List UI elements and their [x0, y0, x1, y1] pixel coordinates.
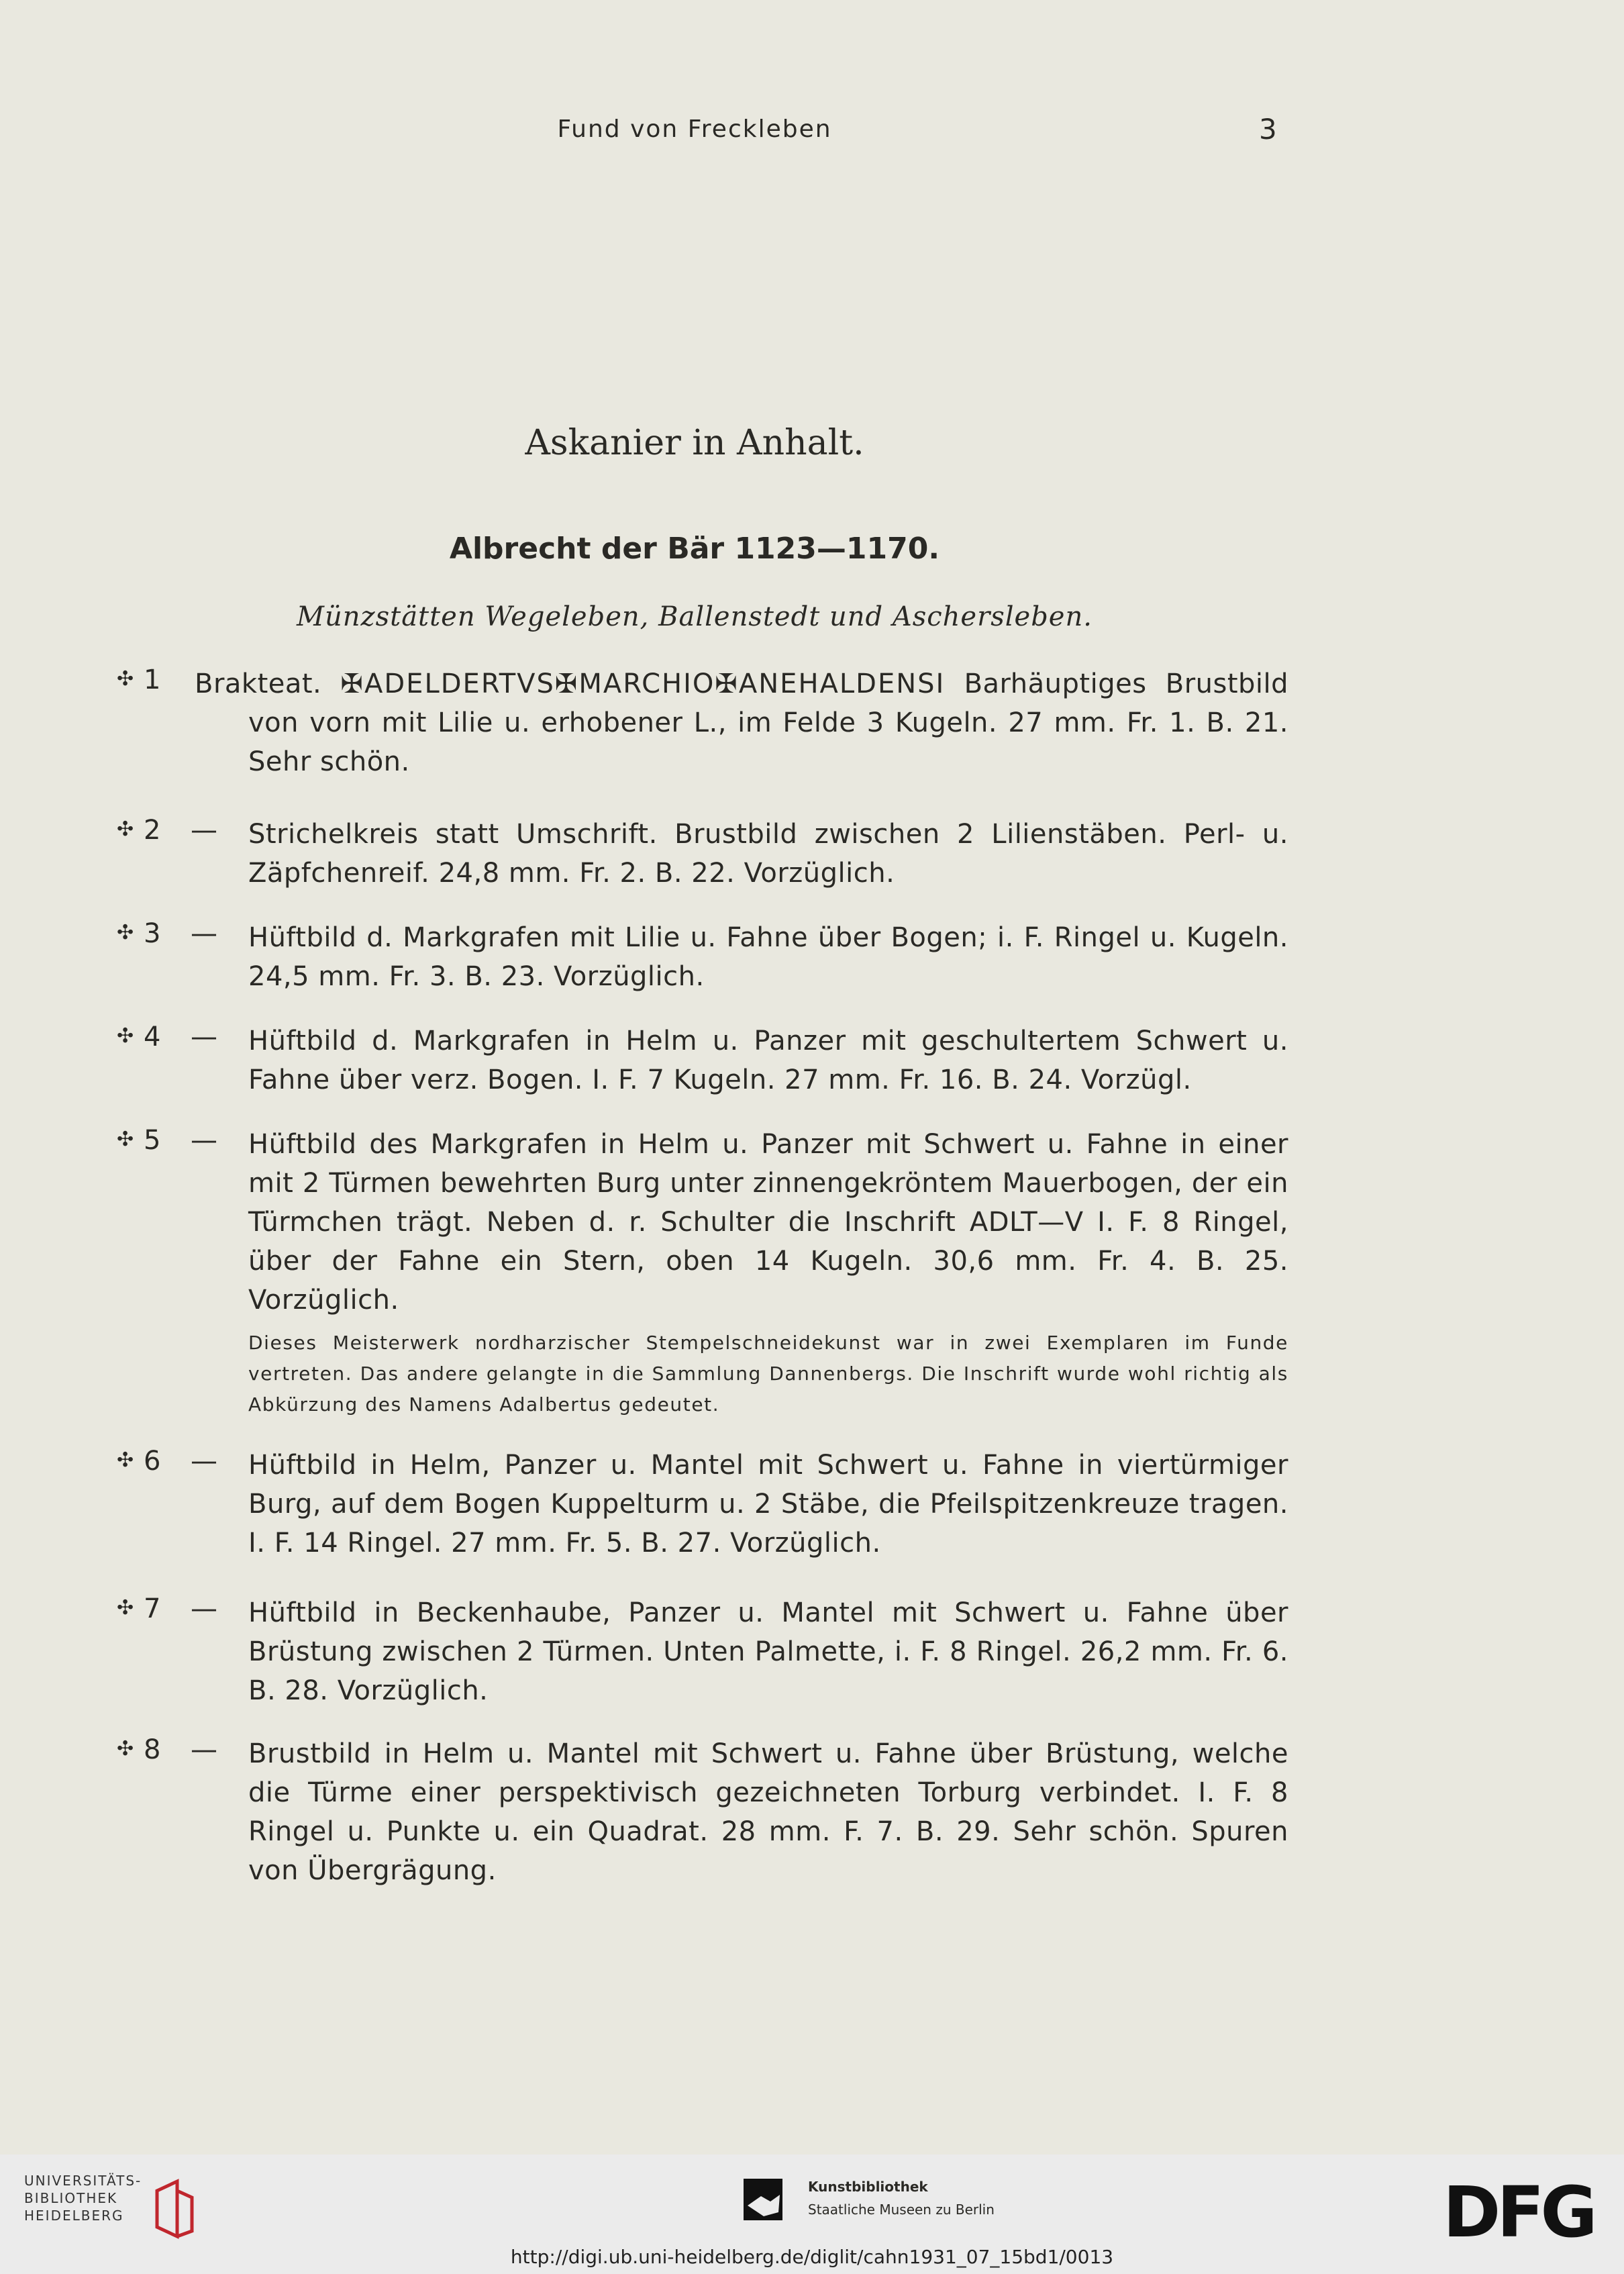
page-number: 3 — [1259, 113, 1277, 146]
entry-text: Strichelkreis statt Umschrift. Brustbild zwischen 2 Lilienstäben. Perl- u. Zäpfchenreif. 24,8 mm. Fr. 2. B. 22. Vorzüglich. — [248, 819, 1288, 889]
entry-number: 3 — [144, 918, 161, 949]
permalink-url[interactable]: http://digi.ub.uni-heidelberg.de/diglit/cahn1931_07_15bd1/0013 — [510, 2246, 1114, 2268]
entry-dash: — — [191, 918, 217, 949]
entry-text: Brustbild in Helm u. Mantel mit Schwert u. Fahne über Brüstung, welche die Türme einer perspektivisch gezeichneten Torburg verbindet. I. F. 8 Ringel u. Punkte u. ein Quadrat. 28 mm. F. 7. B. 29. Sehr schön. Spuren von Übergrägung. — [248, 1738, 1288, 1886]
entry-number: 5 — [144, 1125, 161, 1156]
entry-number: 2 — [144, 815, 161, 846]
catalog-entry-4 — [107, 1022, 1288, 1099]
entry-dash: — — [191, 1125, 217, 1156]
star-marker-icon: ✣ — [117, 667, 134, 691]
ruler-title: Albrecht der Bär 1123—1170. — [449, 532, 940, 566]
entry-text: Hüftbild des Markgrafen in Helm u. Panzer mit Schwert u. Fahne in einer mit 2 Türmen bewehrten Burg unter zinnengekröntem Mauerbogen, der ein Türmchen trägt. Neben d. r. Schulter die Inschrift ADLT—V I. F. 8 Ringel, über der Fahne ein Stern, oben 14 Kugeln. 30,6 mm. Fr. 4. B. 25. Vorzüglich. — [248, 1129, 1288, 1316]
catalog-entry-5 — [107, 1125, 1288, 1420]
library-name-line: BIBLIOTHEK — [24, 2190, 118, 2206]
kunstbibliothek-name: Kunstbibliothek — [808, 2179, 928, 2195]
star-marker-icon: ✣ — [117, 818, 134, 841]
entry-text: Hüftbild d. Markgrafen in Helm u. Panzer mit geschultertem Schwert u. Fahne über verz. Bogen. I. F. 7 Kugeln. 27 mm. Fr. 16. B. 24. Vorzügl. — [248, 1026, 1288, 1095]
library-name-line: HEIDELBERG — [24, 2208, 124, 2224]
running-title: Fund von Freckleben — [557, 115, 832, 143]
dfg-logo[interactable]: DFG — [1443, 2171, 1594, 2253]
coin-legend: ✠ADELDERTVS✠MARCHIO✠ANEHALDENSI — [340, 669, 946, 699]
heidelberg-library-logo[interactable] — [24, 2172, 142, 2224]
entry-text: Hüftbild d. Markgrafen mit Lilie u. Fahne über Bogen; i. F. Ringel u. Kugeln. 24,5 mm. Fr. 3. B. 23. Vorzüglich. — [248, 922, 1288, 992]
catalog-entry-2 — [107, 815, 1288, 893]
entry-description: Barhäuptiges Brustbild von vorn mit Lilie u. erhobener L., im Felde 3 Kugeln. 27 mm. Fr. 1. B. 21. Sehr schön. — [248, 669, 1289, 777]
star-marker-icon: ✣ — [117, 1737, 134, 1761]
star-marker-icon: ✣ — [117, 1128, 134, 1151]
entry-text — [195, 664, 1289, 781]
entry-number: 4 — [144, 1022, 161, 1052]
entry-dash: — — [191, 815, 217, 846]
entry-text: Hüftbild in Beckenhaube, Panzer u. Mantel mit Schwert u. Fahne über Brüstung zwischen 2 Türmen. Unten Palmette, i. F. 8 Ringel. 26,2 mm. Fr. 6. B. 28. Vorzüglich. — [248, 1597, 1288, 1706]
entry-dash: — — [191, 1446, 217, 1477]
catalog-entry-8 — [107, 1734, 1288, 1890]
catalog-entry-3 — [107, 918, 1288, 996]
star-marker-icon: ✣ — [117, 921, 134, 944]
mint-subtitle: Münzstätten Wegeleben, Ballenstedt und Aschersleben. — [297, 601, 1093, 632]
entry-text: Hüftbild in Helm, Panzer u. Mantel mit Schwert u. Fahne in viertürmiger Burg, auf dem Bogen Kuppelturm u. 2 Stäbe, die Pfeilspitzenkreuze tragen. I. F. 14 Ringel. 27 mm. Fr. 5. B. 27. Vorzüglich. — [248, 1450, 1288, 1559]
library-emblem-icon — [150, 2177, 197, 2240]
star-marker-icon: ✣ — [117, 1596, 134, 1620]
entry-number: 6 — [144, 1446, 161, 1477]
entry-dash: — — [191, 1022, 217, 1052]
section-title: Askanier in Anhalt. — [525, 423, 864, 463]
kunstbibliothek-logo[interactable] — [744, 2179, 995, 2226]
entry-dash: — — [191, 1734, 217, 1765]
entry-number: 7 — [144, 1593, 161, 1624]
museum-eagle-icon — [744, 2179, 791, 2223]
library-name-line: UNIVERSITÄTS- — [24, 2173, 142, 2189]
entry-number: 1 — [144, 664, 161, 695]
catalog-entry-1 — [107, 664, 1288, 781]
star-marker-icon: ✣ — [117, 1024, 134, 1048]
star-marker-icon: ✣ — [117, 1448, 134, 1472]
catalog-entry-7 — [107, 1593, 1288, 1710]
museum-subtitle: Staatliche Museen zu Berlin — [808, 2202, 995, 2218]
entry-note: Dieses Meisterwerk nordharzischer Stempelschneidekunst war in zwei Exemplaren im Funde vertreten. Das andere gelangte in die Sammlung Dannenbergs. Die Inschrift wurde wohl richtig als Abkürzung des Namens Adalbertus gedeutet. — [248, 1332, 1288, 1416]
entry-lead: Brakteat. — [195, 669, 322, 699]
entry-dash: — — [191, 1593, 217, 1624]
catalog-entry-6 — [107, 1446, 1288, 1563]
digitization-footer — [0, 2155, 1624, 2274]
entry-number: 8 — [144, 1734, 161, 1765]
